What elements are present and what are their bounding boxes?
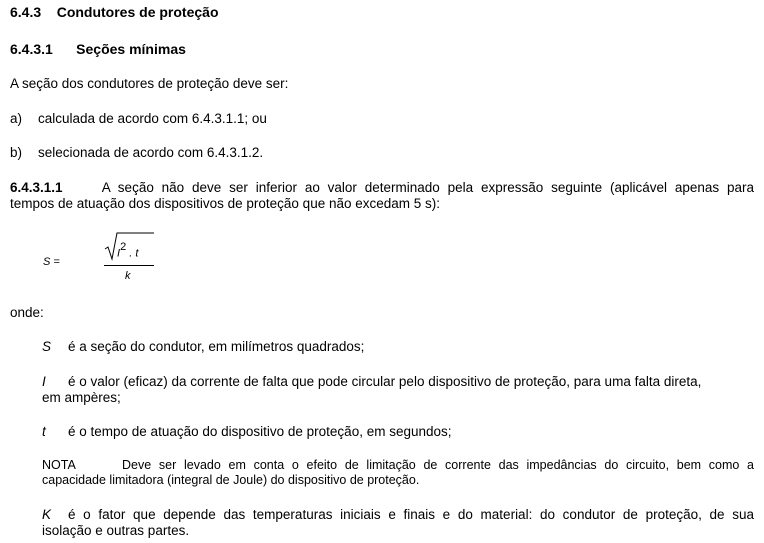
clause-text-1: A seção não deve ser inferior ao valor determinado pela expressão seguinte (aplicável apenas para <box>101 180 754 195</box>
section-title: Condutores de proteção <box>56 4 219 20</box>
subsection-title: Seções mínimas <box>76 41 186 57</box>
definition-i-line-1 <box>42 374 701 390</box>
fraction-bar <box>104 265 154 266</box>
formula-radicand <box>117 243 138 260</box>
definition-text: é o valor (eficaz) da corrente de falta que pode circular pelo dispositivo de proteção, para uma falta direta, <box>68 374 702 389</box>
definition-t <box>42 424 452 440</box>
definition-symbol: t <box>42 424 46 439</box>
section-number: 6.4.3 <box>10 4 42 20</box>
subsection-heading <box>10 41 186 57</box>
where-label: onde: <box>10 305 44 320</box>
definition-text: é o fator que depende das temperaturas iniciais e finais e do material: do condutor de proteção, de sua <box>68 507 754 522</box>
note-line-1 <box>42 457 754 473</box>
definition-text: é a seção do condutor, em milímetros quadrados; <box>68 339 365 354</box>
formula <box>38 226 139 290</box>
definition-s <box>42 339 364 355</box>
list-item-label: b) <box>10 145 23 160</box>
clause-line-2: tempos de atuação dos dispositivos de proteção que não excedam 5 s): <box>10 196 441 211</box>
formula-base: I <box>117 247 121 260</box>
note-line-2: capacidade limitadora (integral de Joule) do dispositivo de proteção. <box>42 473 420 487</box>
list-item-text: calculada de acordo com 6.4.3.1.1; ou <box>38 111 267 126</box>
clause-line-1 <box>10 180 754 196</box>
clause-number: 6.4.3.1.1 <box>10 180 63 195</box>
definition-symbol: I <box>42 374 46 389</box>
list-item-label: a) <box>10 111 23 126</box>
note-text-1: Deve ser levado em conta o efeito de limitação de corrente das impedâncias do circuito, bem como a <box>122 458 754 472</box>
intro-paragraph: A seção dos condutores de proteção deve ser: <box>10 76 289 91</box>
list-item <box>10 145 263 161</box>
definition-text: é o tempo de atuação do dispositivo de proteção, em segundos; <box>68 424 452 439</box>
formula-denominator: k <box>125 270 131 282</box>
formula-rest: . t <box>129 247 139 260</box>
definition-i-line-2: em ampères; <box>42 390 121 405</box>
formula-exponent: 2 <box>120 241 127 253</box>
definition-k-line-2: isolação e outras partes. <box>42 523 190 538</box>
list-item <box>10 111 267 127</box>
definition-symbol: K <box>42 507 52 522</box>
note-label: NOTA <box>42 458 76 472</box>
subsection-number: 6.4.3.1 <box>10 41 53 57</box>
section-heading <box>10 4 219 20</box>
formula-lhs: S = <box>43 256 60 268</box>
definition-k-line-1 <box>42 507 754 523</box>
list-item-text: selecionada de acordo com 6.4.3.1.2. <box>38 145 264 160</box>
definition-symbol: S <box>42 339 52 354</box>
